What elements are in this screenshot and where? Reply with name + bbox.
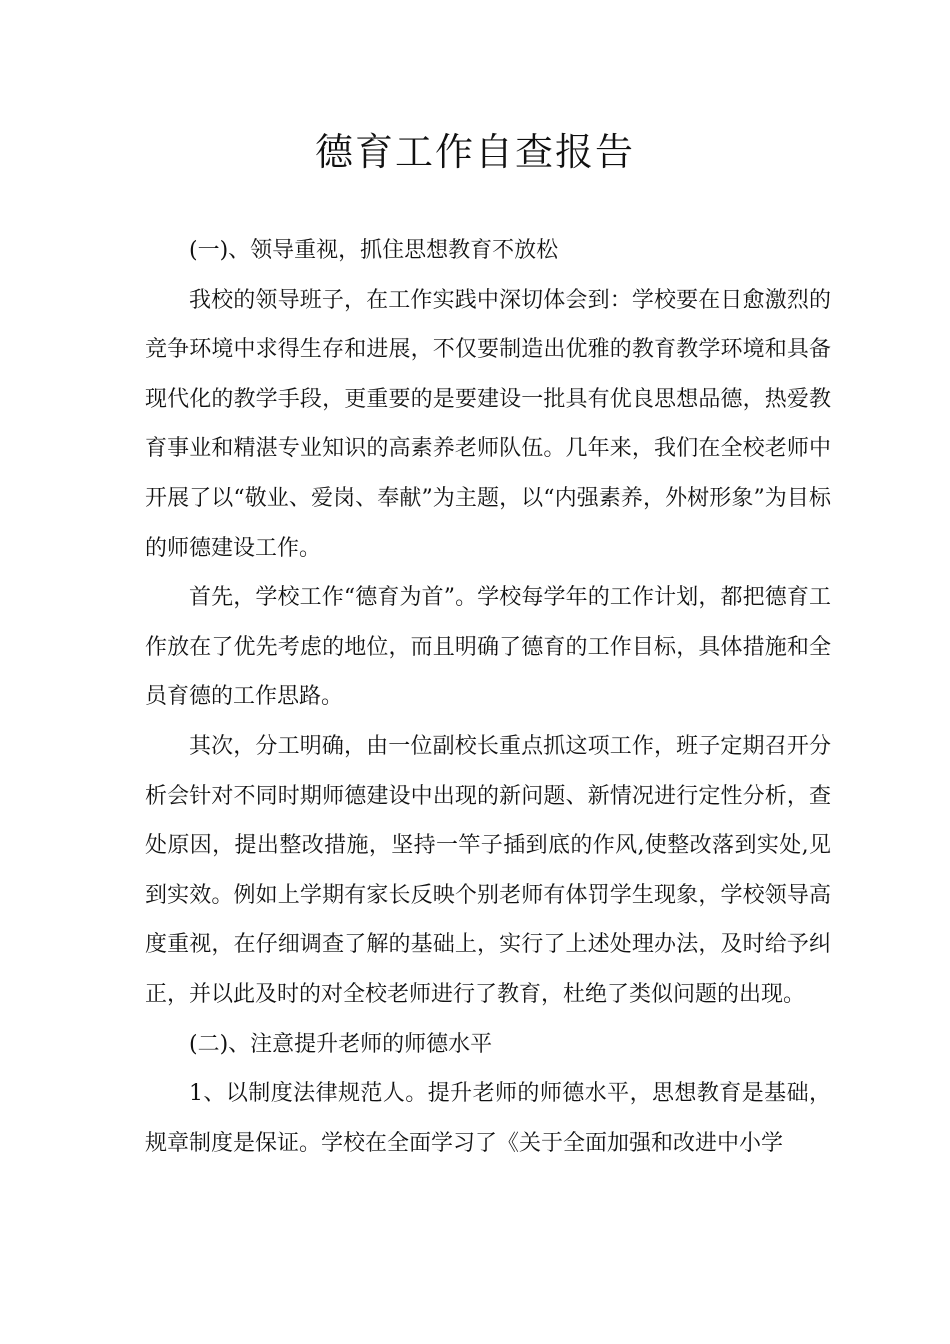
section-heading-2: (二)、注意提升老师的师德水平	[189, 1031, 493, 1057]
paragraph-second: 其次，分工明确，由一位副校长重点抓这项工作，班子定期召开分析会针对不同时期师德建设中出现的新问题、新情况进行定性分析，查处原因，提出整改措施，坚持一竿子插到底的作风,使整改落到实处,见到实效。例如上学期有家长反映个别老师有体罚学生现象，学校领导高度重视，在仔细调查了解的基础上，实行了上述处理办法，及时给予纠正，并以此及时的对全校老师进行了教育，杜绝了类似问题的出现。	[145, 733, 831, 1007]
document-title: 德育工作自查报告	[314, 130, 635, 174]
document-body	[145, 226, 831, 1168]
paragraph-leadership: 我校的领导班子，在工作实践中深切体会到：学校要在日愈激烈的竞争环境中求得生存和进展，不仅要制造出优雅的教育教学环境和具备现代化的教学手段，更重要的是要建设一批具有优良思想品德，热爱教育事业和精湛专业知识的高素养老师队伍。几年来，我们在全校老师中开展了以“敬业、爱岗、奉献”为主题，以“内强素养，外树形象”为目标的师德建设工作。	[145, 287, 831, 561]
paragraph-regulations: 1、以制度法律规范人。提升老师的师德水平，思想教育是基础，规章制度是保证。学校在全面学习了《关于全面加强和改进中小学	[145, 1081, 831, 1156]
paragraph-first: 首先，学校工作“德育为首”。学校每学年的工作计划，都把德育工作放在了优先考虑的地位，而且明确了德育的工作目标，具体措施和全员育德的工作思路。	[145, 585, 831, 710]
section-heading-1: (一)、领导重视，抓住思想教育不放松	[189, 238, 559, 263]
